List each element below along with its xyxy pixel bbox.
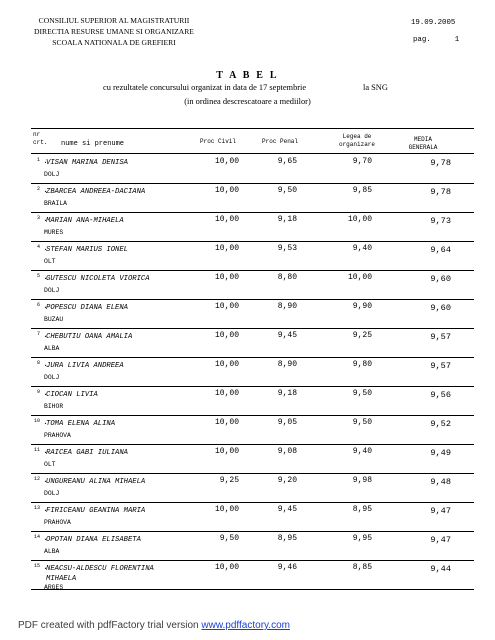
candidate-name: TOMA ELENA ALINA — [46, 420, 116, 428]
score-legea: 10,00 — [347, 273, 372, 282]
score-proc-civil: 9,50 — [219, 534, 239, 543]
candidate-county: BIHOR — [44, 403, 64, 410]
candidate-county: DOLJ — [44, 374, 60, 381]
candidate-name: CHEBUTIU OANA AMALIA — [46, 333, 133, 341]
row-number: 15 — [33, 563, 40, 569]
score-proc-civil: 10,00 — [214, 302, 239, 311]
score-media-generala: 9,47 — [430, 535, 451, 545]
row-number: 13 — [33, 505, 40, 511]
table-row — [31, 328, 474, 357]
column-header-name: nume si prenume — [61, 140, 125, 148]
column-header-media: MEDIA GENERALA — [408, 136, 438, 151]
score-media-generala: 9,57 — [430, 361, 451, 371]
candidate-name: ZBARCEA ANDREEA-DACIANA — [46, 188, 146, 196]
table-row — [31, 444, 474, 473]
score-proc-penal: 9,20 — [277, 476, 297, 485]
score-proc-penal: 8,90 — [277, 360, 297, 369]
candidate-name: JURA LIVIA ANDREEA — [46, 362, 124, 370]
document-date: 19.09.2005 — [411, 19, 456, 27]
row-number: 6 — [36, 302, 40, 308]
score-proc-penal: 9,45 — [277, 505, 297, 514]
candidate-name: OPOTAN DIANA ELISABETA — [46, 536, 141, 544]
row-number-dot: . — [43, 360, 48, 369]
candidate-name: NEACSU-ALDESCU FLORENTINA MIHAELA — [46, 565, 154, 583]
score-legea: 9,25 — [352, 331, 372, 340]
candidate-name: GUTESCU NICOLETA VIORICA — [46, 275, 150, 283]
document-title: T A B E L — [216, 70, 279, 81]
score-proc-civil: 10,00 — [214, 505, 239, 514]
score-media-generala: 9,64 — [430, 245, 451, 255]
row-number-dot: . — [43, 273, 48, 282]
candidate-county: BRAILA — [44, 200, 68, 207]
table-row — [31, 154, 474, 183]
score-proc-civil: 10,00 — [214, 331, 239, 340]
candidate-county: ARGES — [44, 584, 64, 591]
row-number: 8 — [36, 360, 40, 366]
page-label: pag. — [413, 36, 431, 44]
score-legea: 8,95 — [352, 505, 372, 514]
candidate-county: OLT — [44, 258, 56, 265]
candidate-county: BUZAU — [44, 316, 64, 323]
row-number-dot: . — [43, 563, 48, 572]
candidate-county: PRAHOVA — [44, 432, 71, 439]
row-number-dot: . — [43, 215, 48, 224]
column-header-legea: Legea de organizare — [338, 133, 375, 148]
score-media-generala: 9,47 — [430, 506, 451, 516]
table-row — [31, 502, 474, 531]
row-number: 12 — [33, 476, 40, 482]
score-proc-civil: 10,00 — [214, 157, 239, 166]
score-proc-penal: 9,46 — [277, 563, 297, 572]
score-media-generala: 9,44 — [430, 564, 451, 574]
score-proc-civil: 10,00 — [214, 360, 239, 369]
score-legea: 9,40 — [352, 244, 372, 253]
column-header-nr: nr crt. — [33, 131, 48, 146]
score-legea: 9,85 — [352, 186, 372, 195]
score-media-generala: 9,48 — [430, 477, 451, 487]
candidate-county: PRAHOVA — [44, 519, 71, 526]
score-media-generala: 9,56 — [430, 390, 451, 400]
score-proc-penal: 8,95 — [277, 534, 297, 543]
table-row — [31, 386, 474, 415]
score-proc-penal: 8,90 — [277, 302, 297, 311]
footer-link[interactable]: www.pdffactory.com — [201, 620, 290, 631]
score-proc-penal: 9,50 — [277, 186, 297, 195]
candidate-county: ALBA — [44, 548, 60, 555]
score-proc-penal: 9,45 — [277, 331, 297, 340]
table-row — [31, 473, 474, 502]
institution-line-1: CONSILIUL SUPERIOR AL MAGISTRATURII — [38, 16, 190, 25]
score-legea: 9,95 — [352, 534, 372, 543]
score-legea: 9,40 — [352, 447, 372, 456]
score-proc-civil: 10,00 — [214, 273, 239, 282]
score-media-generala: 9,49 — [430, 448, 451, 458]
institution-line-3: SCOALA NATIONALA DE GREFIERI — [52, 38, 176, 47]
row-number: 5 — [36, 273, 40, 279]
candidate-name: POPESCU DIANA ELENA — [46, 304, 128, 312]
row-number-dot: . — [43, 389, 48, 398]
candidate-name: MARIAN ANA-MIHAELA — [46, 217, 124, 225]
score-media-generala: 9,78 — [430, 187, 451, 197]
row-number: 1 — [36, 157, 40, 163]
score-legea: 9,50 — [352, 389, 372, 398]
subtitle-location: la SNG — [363, 83, 388, 92]
table-row — [31, 183, 474, 212]
score-proc-penal: 9,65 — [277, 157, 297, 166]
score-media-generala: 9,60 — [430, 303, 451, 313]
candidate-name: VISAN MARINA DENISA — [46, 159, 128, 167]
score-proc-civil: 10,00 — [214, 244, 239, 253]
score-legea: 8,85 — [352, 563, 372, 572]
score-proc-penal: 9,18 — [277, 215, 297, 224]
row-number-dot: . — [43, 418, 48, 427]
row-number-dot: . — [43, 157, 48, 166]
table-row — [31, 357, 474, 386]
subtitle-line-2: (in ordinea descrescatoare a mediilor) — [184, 97, 311, 106]
row-number-dot: . — [43, 302, 48, 311]
table-row — [31, 415, 474, 444]
subtitle-line-1: cu rezultatele concursului organizat in data de 17 septembrie — [103, 83, 307, 92]
score-proc-civil: 10,00 — [214, 215, 239, 224]
row-number: 10 — [33, 418, 40, 424]
column-header-proc-civil: Proc Civil — [200, 138, 237, 145]
score-media-generala: 9,73 — [430, 216, 451, 226]
column-header-proc-penal: Proc Penal — [262, 138, 299, 145]
score-media-generala: 9,52 — [430, 419, 451, 429]
table-row — [31, 299, 474, 328]
candidate-county: DOLJ — [44, 490, 60, 497]
row-number-dot: . — [43, 505, 48, 514]
row-number-dot: . — [43, 244, 48, 253]
page-indicator — [413, 36, 459, 44]
table-row — [31, 212, 474, 241]
row-number: 3 — [36, 215, 40, 221]
score-proc-civil: 10,00 — [214, 389, 239, 398]
row-number-dot: . — [43, 476, 48, 485]
candidate-name: UNGUREANU ALINA MIHAELA — [46, 478, 146, 486]
score-media-generala: 9,57 — [430, 332, 451, 342]
candidate-county: ALBA — [44, 345, 60, 352]
score-media-generala: 9,78 — [430, 158, 451, 168]
score-proc-civil: 9,25 — [219, 476, 239, 485]
table-row — [31, 241, 474, 270]
row-number: 7 — [36, 331, 40, 337]
row-number-dot: . — [43, 447, 48, 456]
page-number: 1 — [454, 36, 460, 44]
score-proc-civil: 10,00 — [214, 563, 239, 572]
candidate-county: MURES — [44, 229, 64, 236]
candidate-county: DOLJ — [44, 287, 60, 294]
score-legea: 10,00 — [347, 215, 372, 224]
table-top-rule — [31, 128, 474, 129]
candidate-name: CIOCAN LIVIA — [46, 391, 98, 399]
pdf-footer — [18, 620, 290, 631]
score-proc-civil: 10,00 — [214, 418, 239, 427]
row-number-dot: . — [43, 534, 48, 543]
row-number: 14 — [33, 534, 40, 540]
table-row — [31, 531, 474, 560]
candidate-county: DOLJ — [44, 171, 60, 178]
row-number-dot: . — [43, 186, 48, 195]
score-proc-penal: 9,18 — [277, 389, 297, 398]
score-proc-penal: 8,80 — [277, 273, 297, 282]
table-row — [31, 560, 474, 589]
score-legea: 9,80 — [352, 360, 372, 369]
candidate-name: STEFAN MARIUS IONEL — [46, 246, 128, 254]
row-divider — [31, 589, 474, 590]
row-number: 4 — [36, 244, 40, 250]
score-legea: 9,90 — [352, 302, 372, 311]
score-legea: 9,70 — [352, 157, 372, 166]
score-media-generala: 9,60 — [430, 274, 451, 284]
row-number: 11 — [33, 447, 40, 453]
score-proc-penal: 9,53 — [277, 244, 297, 253]
score-legea: 9,98 — [352, 476, 372, 485]
row-number: 9 — [36, 389, 40, 395]
candidate-name: FIRICEANU GEANINA MARIA — [46, 507, 146, 515]
row-number: 2 — [36, 186, 40, 192]
candidate-name: RAICEA GABI IULIANA — [46, 449, 128, 457]
score-proc-civil: 10,00 — [214, 186, 239, 195]
score-legea: 9,50 — [352, 418, 372, 427]
institution-line-2: DIRECTIA RESURSE UMANE SI ORGANIZARE — [34, 27, 194, 36]
row-number-dot: . — [43, 331, 48, 340]
score-proc-penal: 9,08 — [277, 447, 297, 456]
footer-text: PDF created with pdfFactory trial version — [18, 620, 202, 631]
score-proc-penal: 9,05 — [277, 418, 297, 427]
table-row — [31, 270, 474, 299]
score-proc-civil: 10,00 — [214, 447, 239, 456]
candidate-county: OLT — [44, 461, 56, 468]
